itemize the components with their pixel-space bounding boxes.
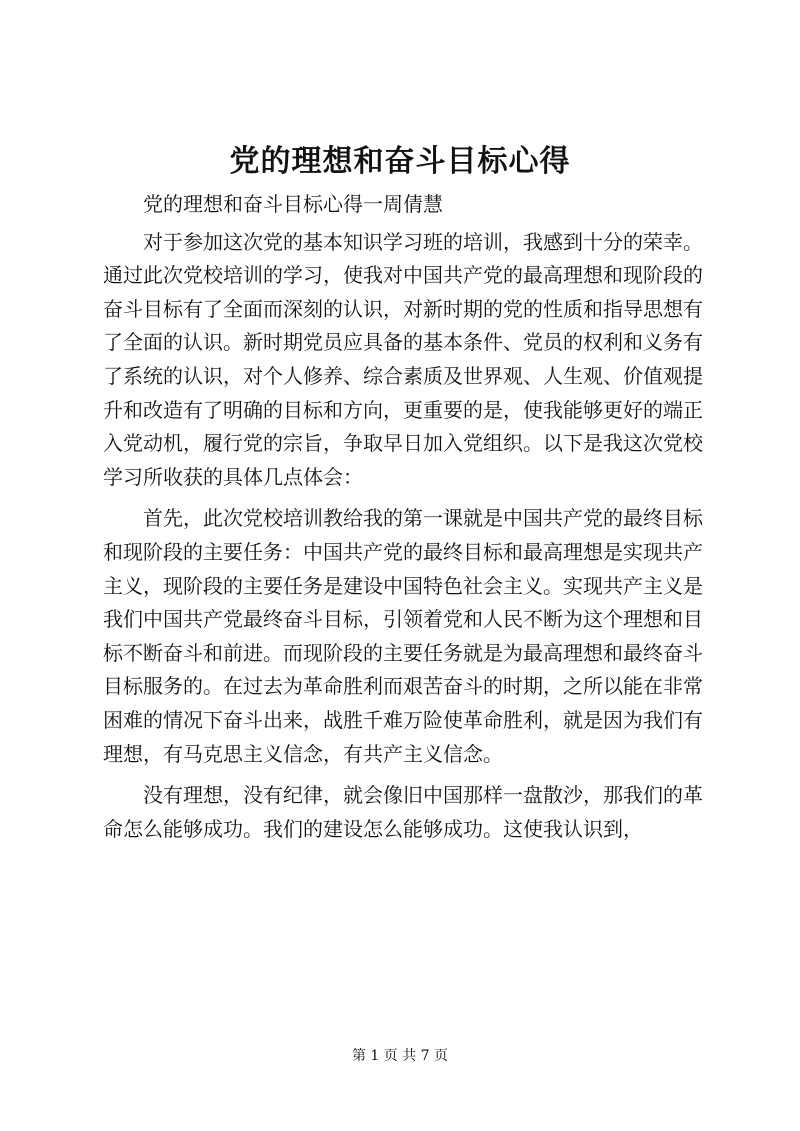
document-title: 党的理想和奋斗目标心得: [229, 144, 571, 179]
page-number-footer: 第 1 页 共 7 页: [351, 1048, 449, 1064]
body-paragraph: 对于参加这次党的基本知识学习班的培训，我感到十分的荣幸。通过此次党校培训的学习，使我对中国共产党的最高理想和现阶段的奋斗目标有了全面而深刻的认识，对新时期的党的性质和指导思想有了全面的认识。新时期党员应具备的基本条件、党员的权利和义务有了系统的认识，对个人修养、综合素质及世界观、人生观、价值观提升和改造有了明确的目标和方向，更重要的是，使我能够更好的端正入党动机，履行党的宗旨，争取早日加入党组织。以下是我这次党校学习所收获的具体几点体会：: [103, 229, 703, 489]
document-body: [103, 188, 703, 854]
body-paragraph: 首先，此次党校培训教给我的第一课就是中国共产党的最终目标和现阶段的主要任务：中国共产党的最终目标和最高理想是实现共产主义，现阶段的主要任务是建设中国特色社会主义。实现共产主义是我们中国共产党最终奋斗目标，引领着党和人民不断为这个理想和目标不断奋斗和前进。而现阶段的主要任务就是为最高理想和最终奋斗目标服务的。在过去为革命胜利而艰苦奋斗的时期，之所以能在非常困难的情况下奋斗出来，战胜千难万险使革命胜利，就是因为我们有理想，有马克思主义信念，有共产主义信念。: [103, 506, 703, 766]
subtitle-paragraph: 党的理想和奋斗目标心得一周倩慧: [143, 192, 443, 216]
body-paragraph: 没有理想，没有纪律，就会像旧中国那样一盘散沙，那我们的革命怎么能够成功。我们的建设怎么能够成功。这使我认识到，: [103, 783, 703, 841]
